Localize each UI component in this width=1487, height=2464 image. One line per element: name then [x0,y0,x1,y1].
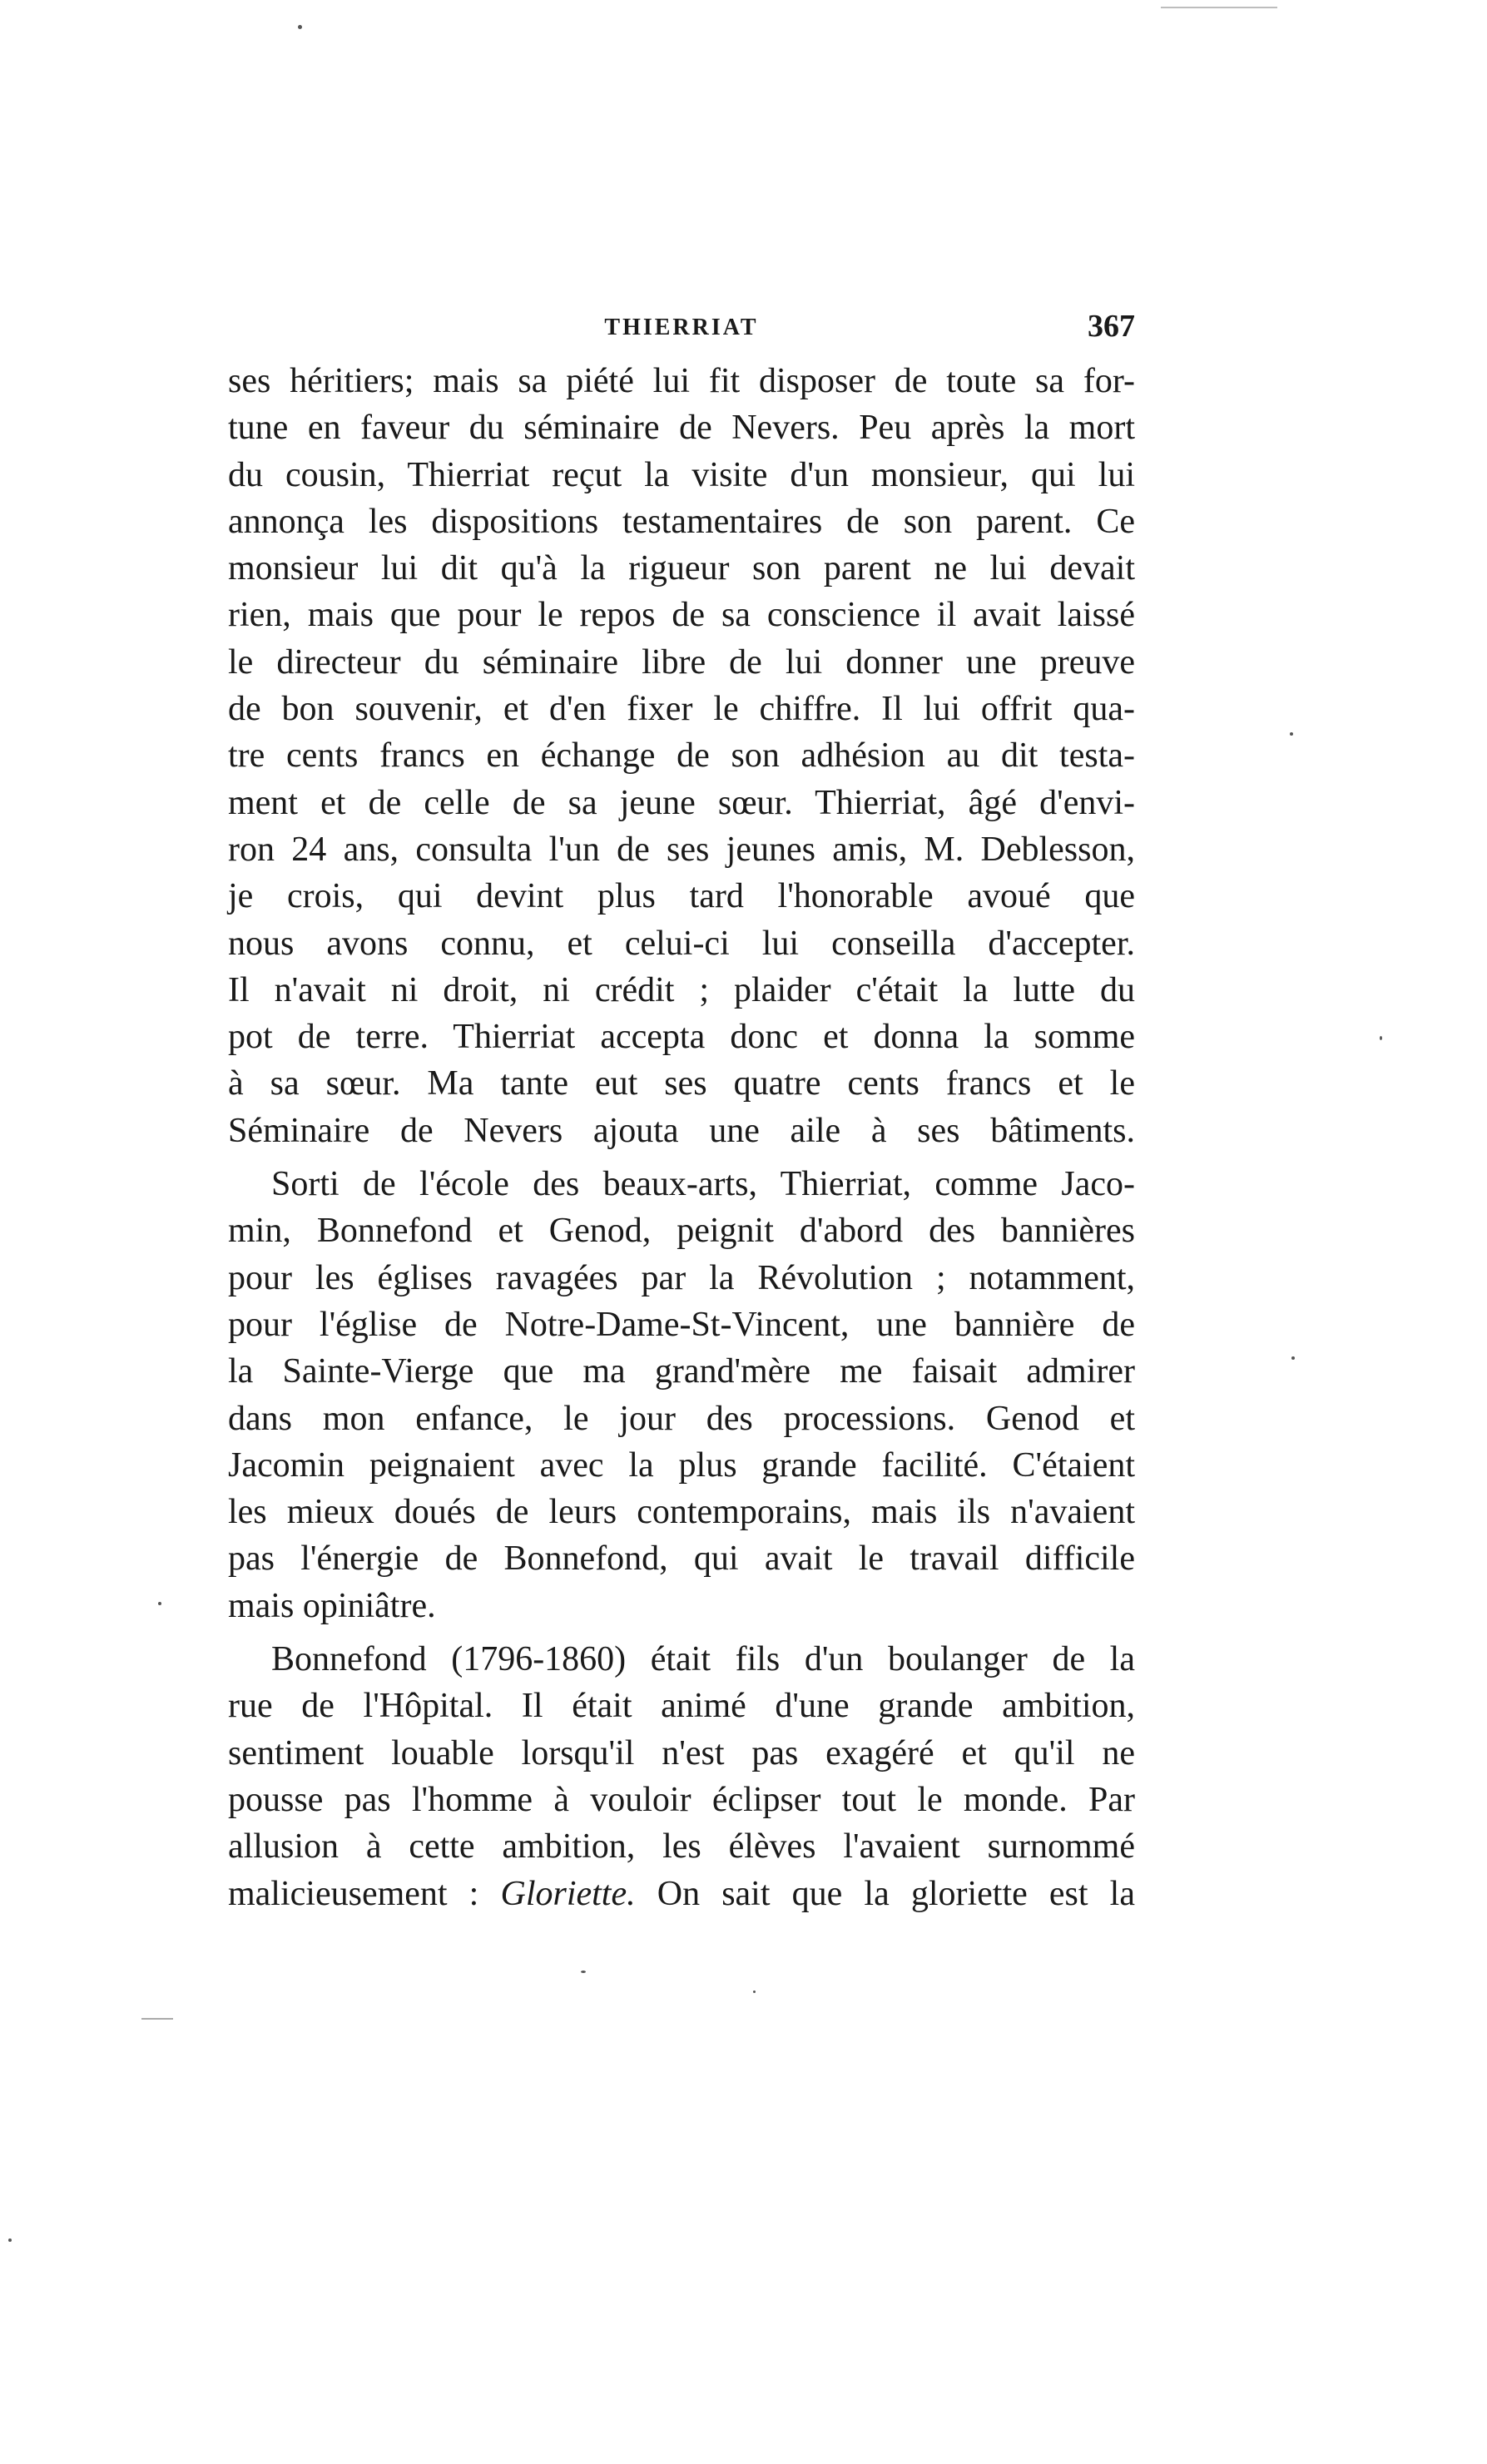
final-line-end: On sait que la gloriette est la [635,1874,1135,1913]
text-line: le directeur du séminaire libre de lui donner une preuve [228,642,1135,682]
scan-speck [298,25,302,29]
top-corner-rule [1161,7,1277,8]
paragraph-3 [228,1636,1135,1917]
text-line: pas l'énergie de Bonnefond, qui avait le travail difficile [228,1539,1135,1579]
text-line-final [228,1871,1135,1917]
text-line: la Sainte-Vierge que ma grand'mère me faisait admirer [228,1352,1135,1391]
text-line: ment et de celle de sa jeune sœur. Thierriat, âgé d'envi- [228,783,1135,822]
page-number: 367 [1088,309,1135,344]
text-line: pour les églises ravagées par la Révolution ; notamment, [228,1258,1135,1297]
text-line: Jacomin peignaient avec la plus grande facilité. C'étaient [228,1445,1135,1485]
text-line: nous avons connu, et celui-ci lui conseilla d'accepter. [228,924,1135,963]
scan-speck [1291,1356,1295,1360]
paragraph-1 [228,358,1135,1154]
scan-speck [8,2238,12,2242]
running-head [228,308,1135,350]
text-line: sentiment louable lorsqu'il n'est pas exagéré et qu'il ne [228,1733,1135,1772]
text-line: rue de l'Hôpital. Il était animé d'une grande ambition, [228,1687,1135,1726]
text-line: pot de terre. Thierriat accepta donc et donna la somme [228,1018,1135,1057]
text-line: à sa sœur. Ma tante eut ses quatre cents francs et le [228,1064,1135,1103]
text-line: pour l'église de Notre-Dame-St-Vincent, une bannière de [228,1305,1135,1344]
text-line: mais opiniâtre. [228,1586,436,1625]
text-line: du cousin, Thierriat reçut la visite d'un monsieur, qui lui [228,455,1135,494]
text-line: ron 24 ans, consulta l'un de ses jeunes amis, M. Deblesson, [228,830,1135,869]
text-line: monsieur lui dit qu'à la rigueur son parent ne lui devait [228,549,1135,588]
running-title: THIERRIAT [604,315,759,340]
text-line: Séminaire de Nevers ajouta une aile à ses bâtiments. [228,1111,1135,1150]
scan-speck [1380,1036,1382,1040]
body-text [228,358,1135,1924]
text-line: min, Bonnefond et Genod, peignit d'abord des bannières [228,1212,1135,1251]
text-line: Sorti de l'école des beaux-arts, Thierriat, comme Jaco- [271,1165,1135,1204]
text-line: rien, mais que pour le repos de sa conscience il avait laissé [228,596,1135,635]
text-line: les mieux doués de leurs contemporains, mais ils n'avaient [228,1493,1135,1532]
text-line: allusion à cette ambition, les élèves l'avaient surnommé [228,1827,1135,1867]
text-line: dans mon enfance, le jour des processions. Genod et [228,1399,1135,1438]
paragraph-2 [228,1161,1135,1629]
text-line: Il n'avait ni droit, ni crédit ; plaider c'était la lutte du [228,970,1135,1009]
text-line: de bon souvenir, et d'en fixer le chiffre. Il lui offrit qua- [228,690,1135,729]
scan-speck [1290,732,1293,736]
text-line: annonça les dispositions testamentaires de son parent. Ce [228,502,1135,541]
scan-speck [753,1991,756,1993]
italic-word: Gloriette. [500,1874,636,1913]
scan-speck [581,1971,586,1973]
scan-mark [141,2018,173,2020]
final-line-start: malicieusement : [228,1874,501,1913]
text-line: je crois, qui devint plus tard l'honorable avoué que [228,877,1135,916]
text-line: Bonnefond (1796-1860) était fils d'un boulanger de la [271,1640,1135,1679]
text-line: ses héritiers; mais sa piété lui fit disposer de toute sa for- [228,362,1135,400]
text-line: pousse pas l'homme à vouloir éclipser tout le monde. Par [228,1780,1135,1819]
text-line: tune en faveur du séminaire de Nevers. Peu après la mort [228,409,1135,448]
text-line: tre cents francs en échange de son adhésion au dit testa- [228,736,1135,776]
scan-speck [158,1602,161,1605]
